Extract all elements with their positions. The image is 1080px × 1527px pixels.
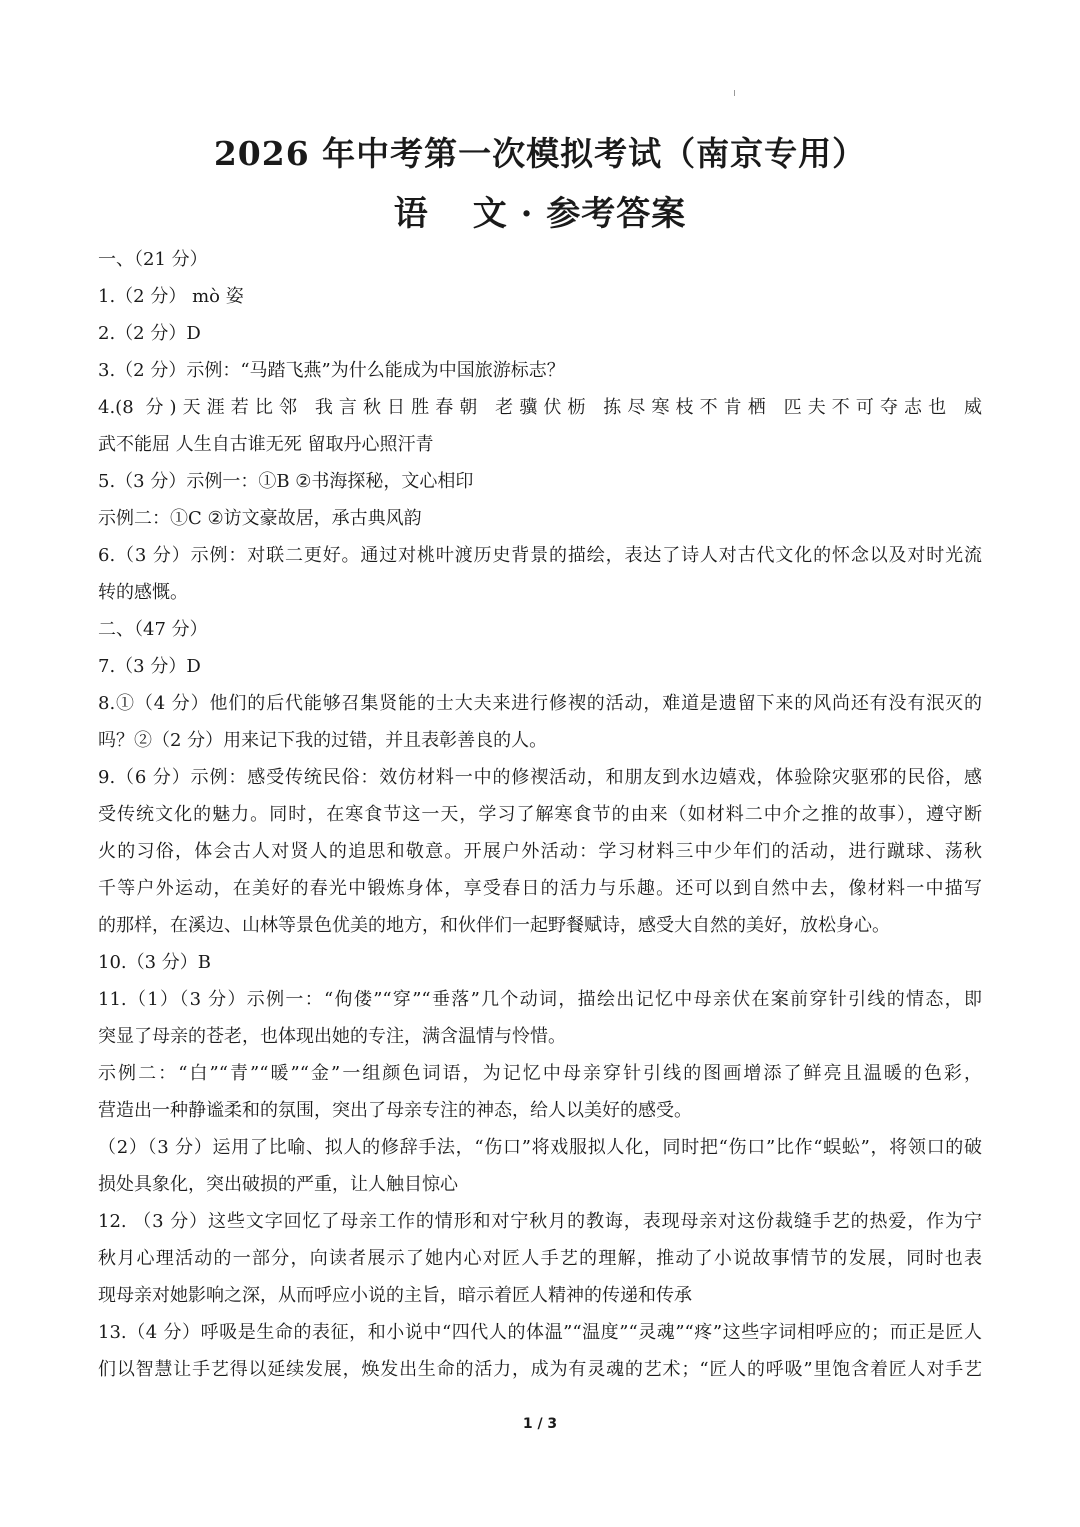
answer-line: 8.①（4 分）他们的后代能够召集贤能的士大夫来进行修禊的活动，难道是遗留下来的风尚还有没有泯灭的	[98, 693, 982, 714]
answer-line: 1.（2 分） mò 姿	[98, 286, 244, 307]
answer-line: 受传统文化的魅力。同时，在寒食节这一天，学习了解寒食节的由来（如材料二中介之推的故事），遵守断	[98, 804, 982, 825]
answer-line: 火的习俗，体会古人对贤人的追思和敬意。开展户外活动：学习材料三中少年们的活动，进行蹴球、荡秋	[98, 841, 982, 862]
answer-line: 武不能屈 人生自古谁无死 留取丹心照汗青	[98, 434, 434, 455]
exam-subtitle	[0, 186, 1080, 235]
answer-line: 现母亲对她影响之深，从而呼应小说的主旨，暗示着匠人精神的传递和传承	[98, 1285, 692, 1306]
answer-line: 6.（3 分）示例：对联二更好。通过对桃叶渡历史背景的描绘，表达了诗人对古代文化的怀念以及对时光流	[98, 545, 982, 566]
answer-line: 吗？②（2 分）用来记下我的过错，并且表彰善良的人。	[98, 730, 548, 751]
answer-line: 秋月心理活动的一部分，向读者展示了她内心对匠人手艺的理解，推动了小说故事情节的发展，同时也表	[98, 1248, 982, 1269]
page-number: 1 / 3	[522, 1416, 558, 1432]
answer-line: 3.（2 分）示例：“马踏飞燕”为什么能成为中国旅游标志？	[98, 360, 565, 381]
answer-line: 2.（2 分）D	[98, 323, 201, 344]
answer-line: 11.（1）（3 分）示例一：“佝偻”“穿”“垂落”几个动词，描绘出记忆中母亲伏在案前穿针引线的情态，即	[98, 989, 982, 1010]
answer-line: 4.(8 分)天涯若比邻 我言秋日胜春朝 老骥伏枥 拣尽寒枝不肯栖 匹夫不可夺志也 威	[98, 397, 982, 418]
answer-line: 们以智慧让手艺得以延续发展，焕发出生命的活力，成为有灵魂的艺术；“匠人的呼吸”里饱含着匠人对手艺	[98, 1359, 982, 1380]
answer-line: 转的感慨。	[98, 582, 188, 603]
scan-mark	[734, 90, 735, 96]
subtitle-subject-right: 文 · 参考答案	[472, 194, 687, 234]
answer-line: 7.（3 分）D	[98, 656, 201, 677]
answer-line: 13.（4 分）呼吸是生命的表征，和小说中“四代人的体温”“温度”“灵魂”“疼”这些字词相呼应的；而正是匠人	[98, 1322, 982, 1343]
answer-line: 营造出一种静谧柔和的氛围，突出了母亲专注的神态，给人以美好的感受。	[98, 1100, 692, 1121]
section-heading-2: 二、（47 分）	[98, 619, 208, 640]
answer-line: （2）（3 分）运用了比喻、拟人的修辞手法，“伤口”将戏服拟人化，同时把“伤口”比作“蜈蚣”，将领口的破	[98, 1137, 982, 1158]
section-heading-1: 一、（21 分）	[98, 249, 208, 270]
answer-line: 9.（6 分）示例：感受传统民俗：效仿材料一中的修禊活动，和朋友到水边嬉戏，体验除灾驱邪的民俗，感	[98, 767, 982, 788]
subtitle-subject-left: 语	[393, 194, 429, 234]
answer-line: 千等户外运动，在美好的春光中锻炼身体，享受春日的活力与乐趣。还可以到自然中去，像材料一中描写	[98, 878, 982, 899]
answer-line: 示例二：①C ②访文豪故居，承古典风韵	[98, 508, 422, 529]
answer-line: 示例二：“白”“青”“暖”“金”一组颜色词语，为记忆中母亲穿针引线的图画增添了鲜亮且温暖的色彩，	[98, 1063, 982, 1084]
answer-line: 的那样，在溪边、山林等景色优美的地方，和伙伴们一起野餐赋诗，感受大自然的美好，放松身心。	[98, 915, 890, 936]
answer-line: 突显了母亲的苍老，也体现出她的专注，满含温情与怜惜。	[98, 1026, 566, 1047]
answer-line: 损处具象化，突出破损的严重，让人触目惊心	[98, 1174, 458, 1195]
answer-line: 5.（3 分）示例一：①B ②书海探秘，文心相印	[98, 471, 474, 492]
answer-line: 10.（3 分）B	[98, 952, 212, 973]
answer-line: 12. （3 分）这些文字回忆了母亲工作的情形和对宁秋月的教诲，表现母亲对这份裁缝手艺的热爱，作为宁	[98, 1211, 982, 1232]
exam-title: 2026 年中考第一次模拟考试（南京专用）	[213, 134, 867, 173]
